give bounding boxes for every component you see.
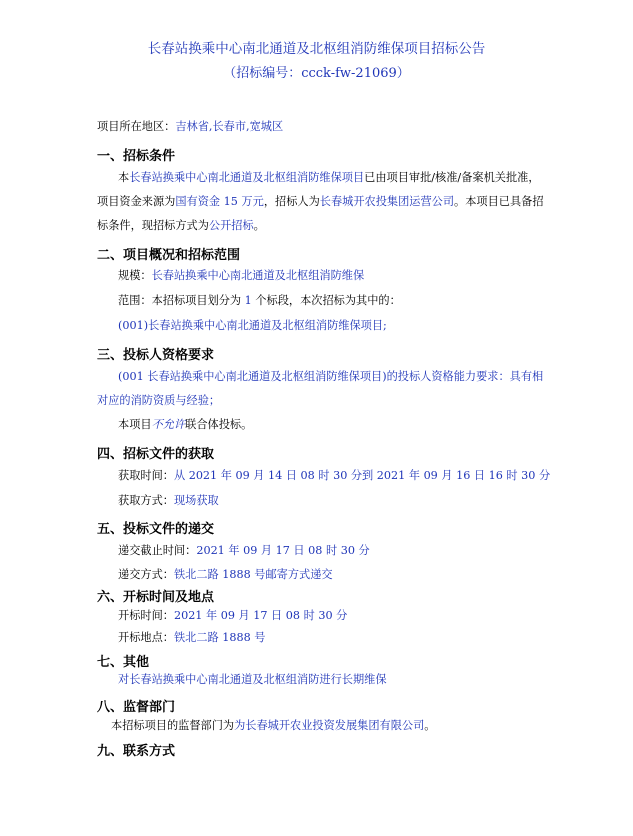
scale-value: 长春站换乘中心南北通道及北枢组消防维保 (151, 269, 365, 282)
consortium-text: 联合体投标。 (185, 418, 253, 431)
s1-text: 标条件，现招标方式为 (97, 219, 209, 232)
fund-source: 国有资金 15 万元 (175, 195, 264, 208)
s2-scope (118, 294, 401, 308)
obtain-time-label: 获取时间： (118, 469, 174, 482)
s3-requirement-line1: (001 长春站换乘中心南北通道及北枢组消防维保项目)的投标人资格能力要求：具有相 (118, 370, 544, 383)
supervision-text: 。 (424, 719, 436, 732)
s5-deadline (118, 544, 370, 558)
opening-time-label: 开标时间： (118, 609, 174, 622)
s8-text (111, 719, 435, 733)
supervision-text: 本招标项目的监督部门为 (111, 719, 235, 732)
location-label: 项目所在地区： (97, 120, 176, 133)
scope-text: 范围：本招标项目划分为 (118, 294, 242, 307)
s6-place (118, 631, 265, 645)
opening-place-label: 开标地点： (118, 631, 174, 644)
section-heading-7: 七、其他 (97, 655, 150, 670)
submit-method-value: 铁北二路 1888 号邮寄方式递交 (173, 568, 333, 581)
s6-time (118, 609, 347, 623)
deadline-value: 2021 年 09 月 17 日 08 时 30 分 (196, 544, 370, 557)
document-title: 长春站换乘中心南北通道及北枢组消防维保项目招标公告 (147, 41, 486, 57)
obtain-time-value: 从 2021 年 09 月 14 日 08 时 30 分到 2021 年 09 月 16 日 16 时 30 分 (173, 469, 551, 482)
obtain-method-value: 现场获取 (173, 494, 219, 507)
scale-label: 规模： (118, 269, 152, 282)
location-value: 吉林省,长春市,宽城区 (175, 120, 284, 133)
opening-place-value: 铁北二路 1888 号 (173, 631, 266, 644)
section-heading-5: 五、投标文件的递交 (97, 522, 215, 537)
deadline-label: 递交截止时间： (118, 544, 197, 557)
s2-scale (118, 269, 364, 283)
lot-count: 1 (244, 294, 252, 307)
s3-requirement-line2: 对应的消防资质与经验； (97, 394, 221, 407)
s1-text: 。本项目已具备招 (454, 195, 544, 208)
opening-time-value: 2021 年 09 月 17 日 08 时 30 分 (173, 609, 348, 622)
project-location (97, 120, 283, 134)
s1-paragraph-line3 (97, 219, 265, 233)
s2-lot: (001)长春站换乘中心南北通道及北枢组消防维保项目; (118, 319, 387, 332)
obtain-method-label: 获取方式： (118, 494, 174, 507)
s1-text: 本 (118, 171, 130, 184)
project-name: 长春站换乘中心南北通道及北枢组消防维保项目 (129, 171, 365, 184)
s1-text: 已由项目审批/核准/备案机关批准， (364, 171, 540, 184)
s1-text: 项目资金来源为 (97, 195, 176, 208)
tender-method: 公开招标 (208, 219, 254, 232)
consortium-value: 不允许 (151, 418, 186, 431)
s7-text: 对长春站换乘中心南北通道及北枢组消防进行长期维保 (118, 673, 387, 686)
scope-text: 个标段，本次招标为其中的： (255, 294, 401, 307)
section-heading-8: 八、监督部门 (97, 700, 176, 715)
submit-method-label: 递交方式： (118, 568, 174, 581)
s3-consortium (118, 418, 252, 432)
s1-text: 。 (253, 219, 265, 232)
s1-paragraph-line2 (97, 195, 544, 209)
s4-method (118, 494, 219, 508)
section-heading-6: 六、开标时间及地点 (97, 590, 215, 605)
section-heading-2: 二、项目概况和招标范围 (97, 248, 241, 263)
consortium-text: 本项目 (118, 418, 152, 431)
tender-number: （招标编号：ccck-fw-21069） (223, 66, 410, 81)
section-heading-3: 三、投标人资格要求 (97, 348, 215, 363)
s5-method (118, 568, 333, 582)
s1-text: ，招标人为 (263, 195, 320, 208)
section-heading-9: 九、联系方式 (97, 744, 176, 759)
tenderer: 长春城开农投集团运营公司 (319, 195, 455, 208)
section-heading-4: 四、招标文件的获取 (97, 447, 215, 462)
section-heading-1: 一、招标条件 (97, 149, 176, 164)
s1-paragraph-line1 (118, 171, 540, 185)
supervision-dept: 为长春城开农业投资发展集团有限公司 (234, 719, 425, 732)
s4-time (118, 469, 550, 483)
